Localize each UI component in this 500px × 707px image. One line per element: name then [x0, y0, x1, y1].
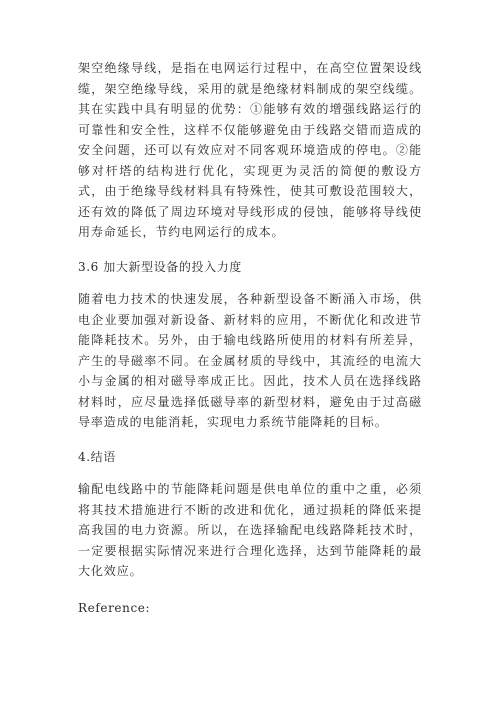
section-heading-conclusion: 4.结语 [78, 449, 116, 464]
paragraph-conclusion: 输配电线路中的节能降耗问题是供电单位的重中之重，必须将其技术措施进行不断的改进和优化，通过损耗的降低来提高我国的电力资源。所以，在选择输配电线路降耗技术时，一定要根据实际情况来进行合理化选择，达到节能降耗的最大化效应。 [78, 482, 422, 578]
document-body [78, 58, 422, 618]
paragraph-overhead-insulated-wire: 架空绝缘导线，是指在电网运行过程中，在高空位置架设线缆，架空绝缘导线，采用的就是绝缘材料制成的架空线缆。其在实践中具有明显的优势：①能够有效的增强线路运行的可靠性和安全性，这样不仅能够避免由于线路交错而造成的安全问题，还可以有效应对不同客观环境造成的停电。②能够对杆塔的结构进行优化，实现更为灵活的简便的敷设方式，由于绝缘导线材料具有特殊性，使其可敷设范围较大，还有效的降低了周边环境对导线形成的侵蚀，能够将导线使用寿命延长，节约电网运行的成本。 [78, 61, 422, 239]
section-heading-3-6: 3.6 加大新型设备的投入力度 [78, 259, 242, 274]
reference-heading: Reference: [78, 600, 151, 615]
paragraph-new-equipment: 随着电力技术的快速发展，各种新型设备不断涌入市场，供电企业要加强对新设备、新材料的应用，不断优化和改进节能降耗技术。另外，由于输电线路所使用的材料有所差异，产生的导磁率不同。在金属材质的导线中，其流经的电流大小与金属的相对磁导率成正比。因此，技术人员在选择线路材料时，应尽量选择低磁导率的新型材料，避免由于过高磁导率造成的电能消耗，实现电力系统节能降耗的目标。 [78, 292, 422, 429]
